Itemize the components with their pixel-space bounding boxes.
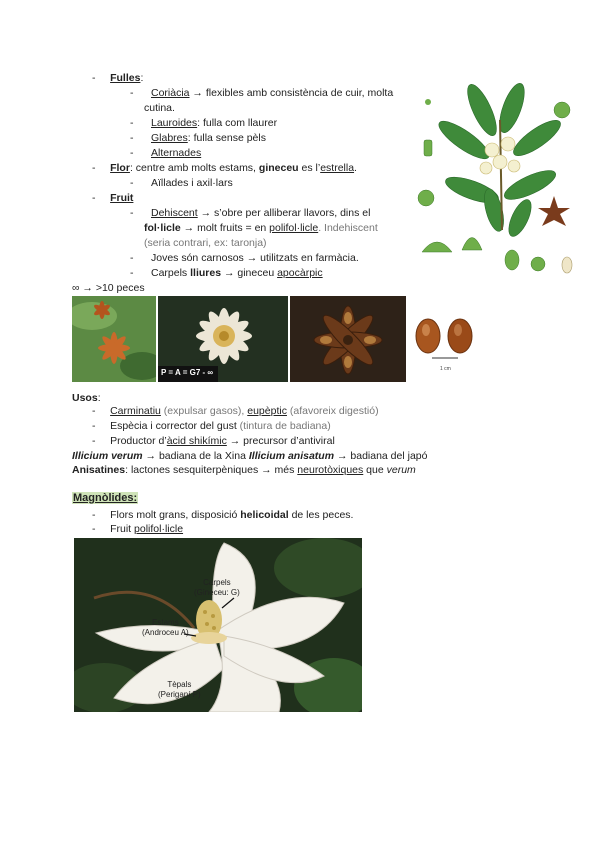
flower-formula-label: P = A = G7 - ∞ [161,368,214,377]
fulles-item-1: - Coriàcia → flexibles amb consistència de cuir, molta [130,87,394,99]
fruit-line-4: - Joves són carnosos → utilitzats en farmàcia. [130,252,359,264]
flor-sub: - Aïllades i axil·lars [130,177,233,189]
magnolides-item-1: - Flors molt grans, disposició helicoidal de les peces. [92,509,354,521]
seeds-caption: 1 cm [440,366,451,372]
fulles-item-1-cont: cutina. [144,102,175,114]
fruit-heading: - Fruit [92,192,134,204]
fulles-heading: - Fulles: [92,72,144,84]
usos-line-species: Illicium verum → badiana de la Xina Illicium anisatum → badiana del japó [72,450,428,462]
flor-line: - Flor: centre amb molts estams, gineceu es l’estrella. [92,162,357,174]
photo-star-anise-tree [72,296,156,382]
photo-flower [158,296,288,382]
fulles-item-4: - Alternades [130,147,202,159]
fruit-line-1: - Dehiscent → s’obre per alliberar llavors, dins el [130,207,371,219]
botanical-illustration [412,80,584,280]
usos-item-2: - Espècia i corrector del gust (tintura de badiana) [92,420,331,432]
fruit-line-5: - Carpels lliures → gineceu apocàrpic [130,267,323,279]
magnolides-heading: Magnòlides: [73,492,138,504]
label-tepals: Tèpals (Periganí P) [158,680,201,699]
photo-seeds [410,312,486,374]
photo-star-anise-fruit [290,296,406,382]
fruit-line-2: fol·licle → molt fruits = en polifol·licle. Indehiscent [144,222,378,234]
usos-line-anisatines: Anisatines: lactones sesquiterpèniques → més neurotòxiques que verum [72,464,416,476]
usos-heading: Usos: [72,392,101,404]
label-estams: Estams (Androceu A) [142,618,189,637]
photo-magnolia [74,538,362,712]
magnolides-item-2: - Fruit polifol·licle [92,523,184,535]
peces-line: ∞ → >10 peces [72,282,145,294]
fruit-line-3: (seria contrari, ex: taronja) [144,237,267,249]
fulles-item-3: - Glabres: fulla sense pèls [130,132,266,144]
usos-item-3: - Productor d’àcid shikímic → precursor d’antiviral [92,435,335,447]
usos-item-1: - Carminatiu (expulsar gasos), eupèptic (afavoreix digestió) [92,405,379,417]
label-carpels: Carpels (Gineceu: G) [194,578,240,597]
fulles-item-2: - Lauroides: fulla com llaurer [130,117,278,129]
